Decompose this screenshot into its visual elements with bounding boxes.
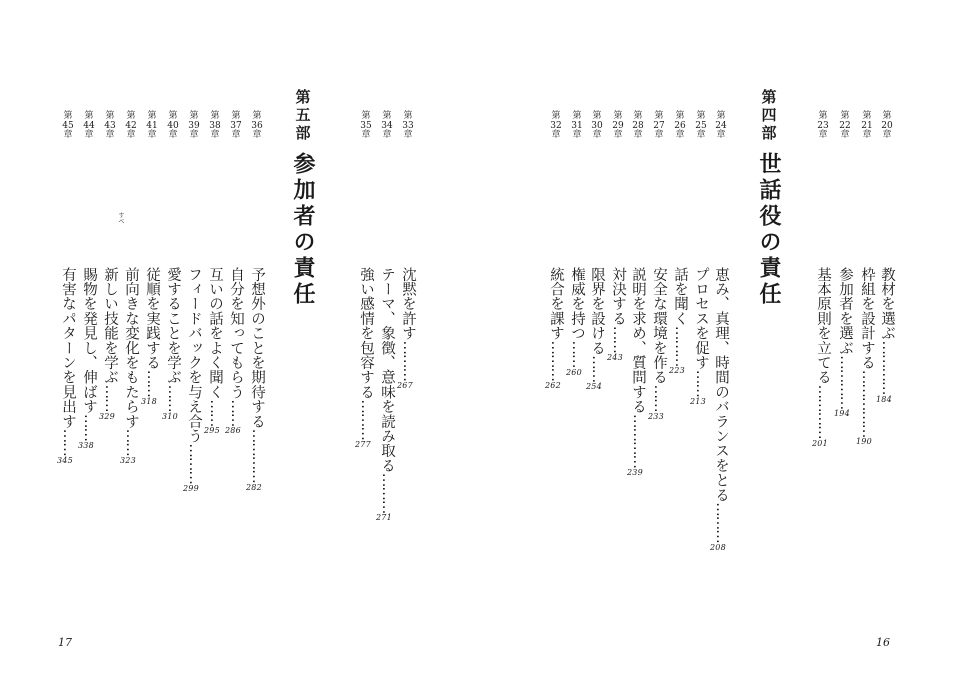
chapter-title: 統合を課す <box>548 267 564 341</box>
page-number: 190 <box>856 437 872 447</box>
page-number-right: 16 <box>876 636 890 649</box>
chapter-number: 第23章 <box>817 111 829 140</box>
chapter-title: 恵み、真理、時間のバランスをとる <box>713 267 729 503</box>
chapter-title: 限界を設ける <box>589 267 605 356</box>
chapter-number: 第30章 <box>591 111 603 140</box>
page-number: 233 <box>648 411 664 421</box>
chapter-number: 第33章 <box>402 111 414 140</box>
chapter-number: 第26章 <box>674 111 686 140</box>
chapter-number: 第37章 <box>230 111 242 140</box>
toc-entry: 第20章 教材を選ぶ…………184 <box>876 111 895 404</box>
part-heading <box>286 88 320 308</box>
part-label: 第五部 <box>295 88 311 142</box>
page-number: 329 <box>99 411 115 421</box>
page-number: 345 <box>57 455 73 465</box>
chapter-number: 第20章 <box>881 111 893 140</box>
page-number: 286 <box>225 426 241 436</box>
chapter-title: 互いの話をよく聞く <box>207 267 223 400</box>
toc-entry: 第35章 強い感情を包容する………277 <box>355 111 374 449</box>
chapter-title: 権威を持つ <box>569 267 585 341</box>
page-number: 223 <box>669 366 685 376</box>
chapter-title: 沈黙を許す <box>400 267 416 341</box>
page-number: 213 <box>690 396 706 406</box>
page-number: 295 <box>204 426 220 436</box>
toc-entry: 第43章 新しい技能を学ぶ……329 <box>99 111 118 421</box>
chapter-number: 第34章 <box>381 111 393 140</box>
toc-entry: 第42章 前向きな変化をもたらす……323 <box>120 111 139 465</box>
chapter-title: 説明を求め、質問する <box>630 267 646 414</box>
page-number: 277 <box>355 439 371 449</box>
toc-entry: 第21章 枠組を設計する……………190 <box>856 111 875 447</box>
toc-entry: 第27章 安全な環境を作る……233 <box>648 111 667 421</box>
page-number-left: 17 <box>58 636 72 649</box>
page-number: 310 <box>162 411 178 421</box>
chapter-title: 対決する <box>610 267 626 326</box>
chapter-title: 基本原則を立てる <box>815 267 831 385</box>
toc-entry: 第24章 恵み、真理、時間のバランスをとる………208 <box>710 111 729 552</box>
chapter-number: 第27章 <box>653 111 665 140</box>
toc-entry: 第28章 説明を求め、質問する…………239 <box>627 111 646 477</box>
toc-entry: 第45章 有害なパターンを見出す……345 <box>57 111 76 465</box>
chapter-title: 話を聞く <box>672 267 688 326</box>
toc-entry: 第25章 プロセスを促す……213 <box>690 111 709 406</box>
page-number: 184 <box>876 394 892 404</box>
chapter-number: 第40章 <box>167 111 179 140</box>
page-number: 323 <box>120 455 136 465</box>
part-label: 第四部 <box>761 88 777 142</box>
chapter-number: 第38章 <box>209 111 221 140</box>
page-number: 318 <box>141 396 157 406</box>
part-title: 世話役の責任 <box>756 152 782 308</box>
chapter-title: 新しい技能を学ぶ <box>102 267 118 385</box>
toc-entry: 第41章 従順を実践する……318 <box>141 111 160 406</box>
toc-entry: 第32章 統合を課す………262 <box>545 111 564 390</box>
toc-entry: 第30章 限界を設ける……254 <box>586 111 605 392</box>
page-number: 260 <box>566 367 582 377</box>
page-number: 194 <box>834 409 850 419</box>
chapter-title: フィードバックを与え合う <box>186 267 202 444</box>
toc-entry: 第38章 互いの話をよく聞く……295 <box>204 111 223 436</box>
toc-entry: 第33章 沈黙を許す………267 <box>397 111 416 390</box>
chapter-title: プロセスを促す <box>693 267 709 370</box>
toc-entry: 第22章 参加者を選ぶ…………194 <box>834 111 853 419</box>
page-number: 262 <box>545 381 561 390</box>
chapter-title: 教材を選ぶ <box>879 267 895 341</box>
toc-entry: 第31章 権威を持つ……260 <box>566 111 585 377</box>
chapter-title: 枠組を設計する <box>859 267 875 370</box>
chapter-number: 第42章 <box>125 111 137 140</box>
part-heading <box>752 88 786 308</box>
chapter-number: 第31章 <box>571 111 583 140</box>
chapter-number: 第45章 <box>62 111 74 140</box>
chapter-title: 安全な環境を作る <box>651 267 667 385</box>
chapter-number: 第36章 <box>251 111 263 140</box>
chapter-number: 第25章 <box>695 111 707 140</box>
toc-entry: 第39章 フィードバックを与え合う………299 <box>183 111 202 493</box>
page-number: 208 <box>710 542 726 552</box>
chapter-number: 第41章 <box>146 111 158 140</box>
chapter-title: 強い感情を包容する <box>358 267 374 400</box>
chapter-title: 愛することを学ぶ <box>165 267 181 385</box>
chapter-title: 前向きな変化をもたらす <box>123 267 139 429</box>
chapter-number: 第29章 <box>612 111 624 140</box>
chapter-title: 賜物を発見し、伸ばす <box>81 267 97 414</box>
page-number: 338 <box>78 441 94 450</box>
toc-entry: 第37章 自分を知ってもらう……286 <box>225 111 244 436</box>
chapter-title: 参加者を選ぶ <box>837 267 853 356</box>
chapter-number: 第39章 <box>188 111 200 140</box>
toc-entry: 第23章 基本原則を立てる…………201 <box>812 111 831 448</box>
chapter-number: 第21章 <box>861 111 873 140</box>
chapter-number: 第43章 <box>104 111 116 140</box>
chapter-title: 自分を知ってもらう <box>228 267 244 400</box>
page-number: 267 <box>397 381 413 390</box>
chapter-title: テーマ、象徴、意味を読み取る <box>379 267 395 473</box>
chapter-title: 有害なパターンを見出す <box>60 267 76 429</box>
chapter-title: 予想外のことを期待する <box>249 267 265 429</box>
ruby-annotation: すべ <box>117 212 124 224</box>
toc-entry: 第36章 予想外のことを期待する…………282 <box>246 111 265 492</box>
part-title: 参加者の責任 <box>290 152 316 308</box>
toc-entry: 第34章 テーマ、象徴、意味を読み取る………271 <box>376 111 395 523</box>
chapter-number: 第22章 <box>839 111 851 140</box>
toc-entry: 第29章 対決する……243 <box>607 111 626 362</box>
chapter-title: 従順を実践する <box>144 267 160 370</box>
chapter-number: 第28章 <box>632 111 644 140</box>
chapter-number: 第44章 <box>83 111 95 140</box>
chapter-number: 第35章 <box>360 111 372 140</box>
page-number: 239 <box>627 468 643 477</box>
chapter-number: 第32章 <box>550 111 562 140</box>
toc-entry: 第26章 話を聞く………223 <box>669 111 688 376</box>
page-number: 243 <box>607 352 623 362</box>
page-number: 254 <box>586 382 602 392</box>
page-number: 271 <box>376 513 392 523</box>
page-number: 299 <box>183 483 199 493</box>
page-number: 282 <box>246 482 262 492</box>
page-number: 201 <box>812 438 828 448</box>
chapter-number: 第24章 <box>715 111 727 140</box>
toc-entry: 第44章 賜物を発見し、伸ばす……338 <box>78 111 97 450</box>
toc-entry: 第40章 愛することを学ぶ……310 <box>162 111 181 421</box>
